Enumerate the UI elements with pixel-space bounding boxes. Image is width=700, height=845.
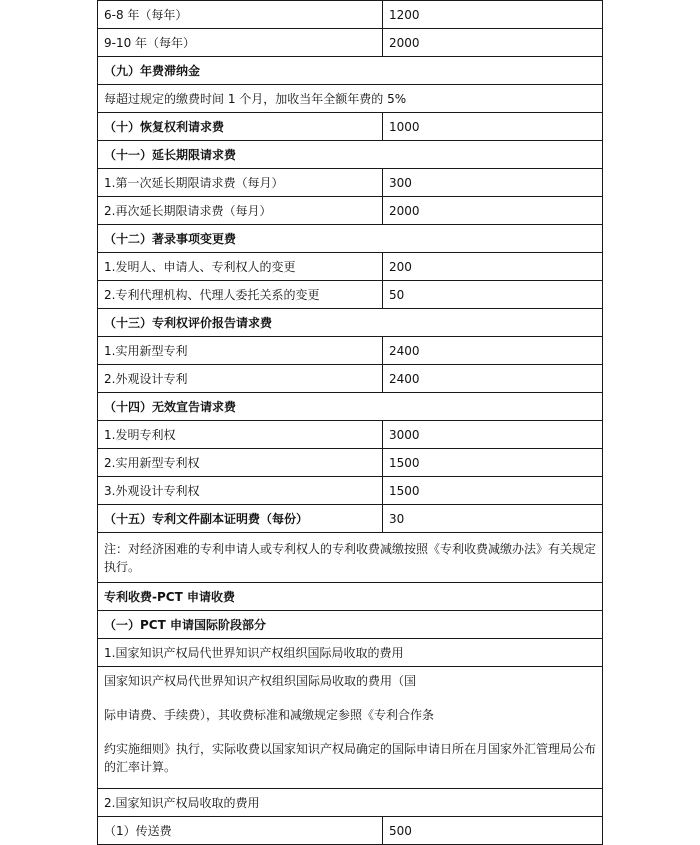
fee-amount: 300 [383,169,603,197]
fee-schedule-page [97,0,602,845]
fee-item-label: （十五）专利文件副本证明费（每份） [98,505,383,533]
wipo-fee-description [98,667,603,789]
paragraph-line: 约实施细则》执行，实际收费以国家知识产权局确定的国际申请日所在月国家外汇管理局公布的汇率计算。 [104,742,597,774]
section-row [98,583,603,611]
table-row [98,789,603,817]
section-row [98,309,603,337]
table-row [98,29,603,57]
fee-item-label: 2.实用新型专利权 [98,449,383,477]
fee-amount: 1500 [383,477,603,505]
section-heading: （十四）无效宣告请求费 [98,393,603,421]
section-heading: （十一）延长期限请求费 [98,141,603,169]
fee-amount: 1200 [383,1,603,29]
fee-item-label: 2.外观设计专利 [98,365,383,393]
fee-amount: 2400 [383,365,603,393]
fee-amount: 3000 [383,421,603,449]
section-row [98,393,603,421]
fee-subheading: 1.国家知识产权局代世界知识产权组织国际局收取的费用 [98,639,603,667]
fee-item-label: 9-10 年（每年） [98,29,383,57]
table-row [98,253,603,281]
fee-item-label: 2.再次延长期限请求费（每月） [98,197,383,225]
table-row [98,113,603,141]
fee-amount: 2400 [383,337,603,365]
fee-item-label: （十）恢复权利请求费 [98,113,383,141]
table-row [98,85,603,113]
table-row [98,449,603,477]
table-row [98,639,603,667]
fee-subheading: 2.国家知识产权局收取的费用 [98,789,603,817]
table-row [98,505,603,533]
fee-item-label: 1.发明专利权 [98,421,383,449]
fee-amount: 50 [383,281,603,309]
table-row [98,337,603,365]
fee-item-label: 6-8 年（每年） [98,1,383,29]
section-heading: （十二）著录事项变更费 [98,225,603,253]
section-row [98,611,603,639]
fee-rule-text: 每超过规定的缴费时间 1 个月，加收当年全额年费的 5% [98,85,603,113]
paragraph-line: 国家知识产权局代世界知识产权组织国际局收取的费用（国 [104,674,417,688]
fee-amount: 1000 [383,113,603,141]
table-row [98,281,603,309]
table-row [98,477,603,505]
table-row [98,421,603,449]
fee-item-label: 3.外观设计专利权 [98,477,383,505]
fee-amount: 500 [383,817,603,845]
fee-item-label: 2.专利代理机构、代理人委托关系的变更 [98,281,383,309]
section-heading: （九）年费滞纳金 [98,57,603,85]
fee-item-label: （1）传送费 [98,817,383,845]
table-row [98,817,603,845]
fee-item-label: 1.第一次延长期限请求费（每月） [98,169,383,197]
fee-table [97,0,603,845]
fee-amount: 200 [383,253,603,281]
section-heading: （十三）专利权评价报告请求费 [98,309,603,337]
section-row [98,141,603,169]
section-heading: 专利收费-PCT 申请收费 [98,583,603,611]
note-row [98,533,603,583]
section-heading: （一）PCT 申请国际阶段部分 [98,611,603,639]
table-row [98,197,603,225]
fee-amount: 2000 [383,197,603,225]
section-row [98,57,603,85]
fee-amount: 30 [383,505,603,533]
reduction-note: 注：对经济困难的专利申请人或专利权人的专利收费减缴按照《专利收费减缴办法》有关规定执行。 [98,533,603,583]
fee-item-label: 1.发明人、申请人、专利权人的变更 [98,253,383,281]
fee-item-label: 1.实用新型专利 [98,337,383,365]
section-row [98,225,603,253]
paragraph-row [98,667,603,789]
table-row [98,169,603,197]
table-row [98,1,603,29]
paragraph-line: 际申请费、手续费），其收费标准和减缴规定参照《专利合作条 [104,708,435,722]
fee-amount: 2000 [383,29,603,57]
table-row [98,365,603,393]
fee-amount: 1500 [383,449,603,477]
